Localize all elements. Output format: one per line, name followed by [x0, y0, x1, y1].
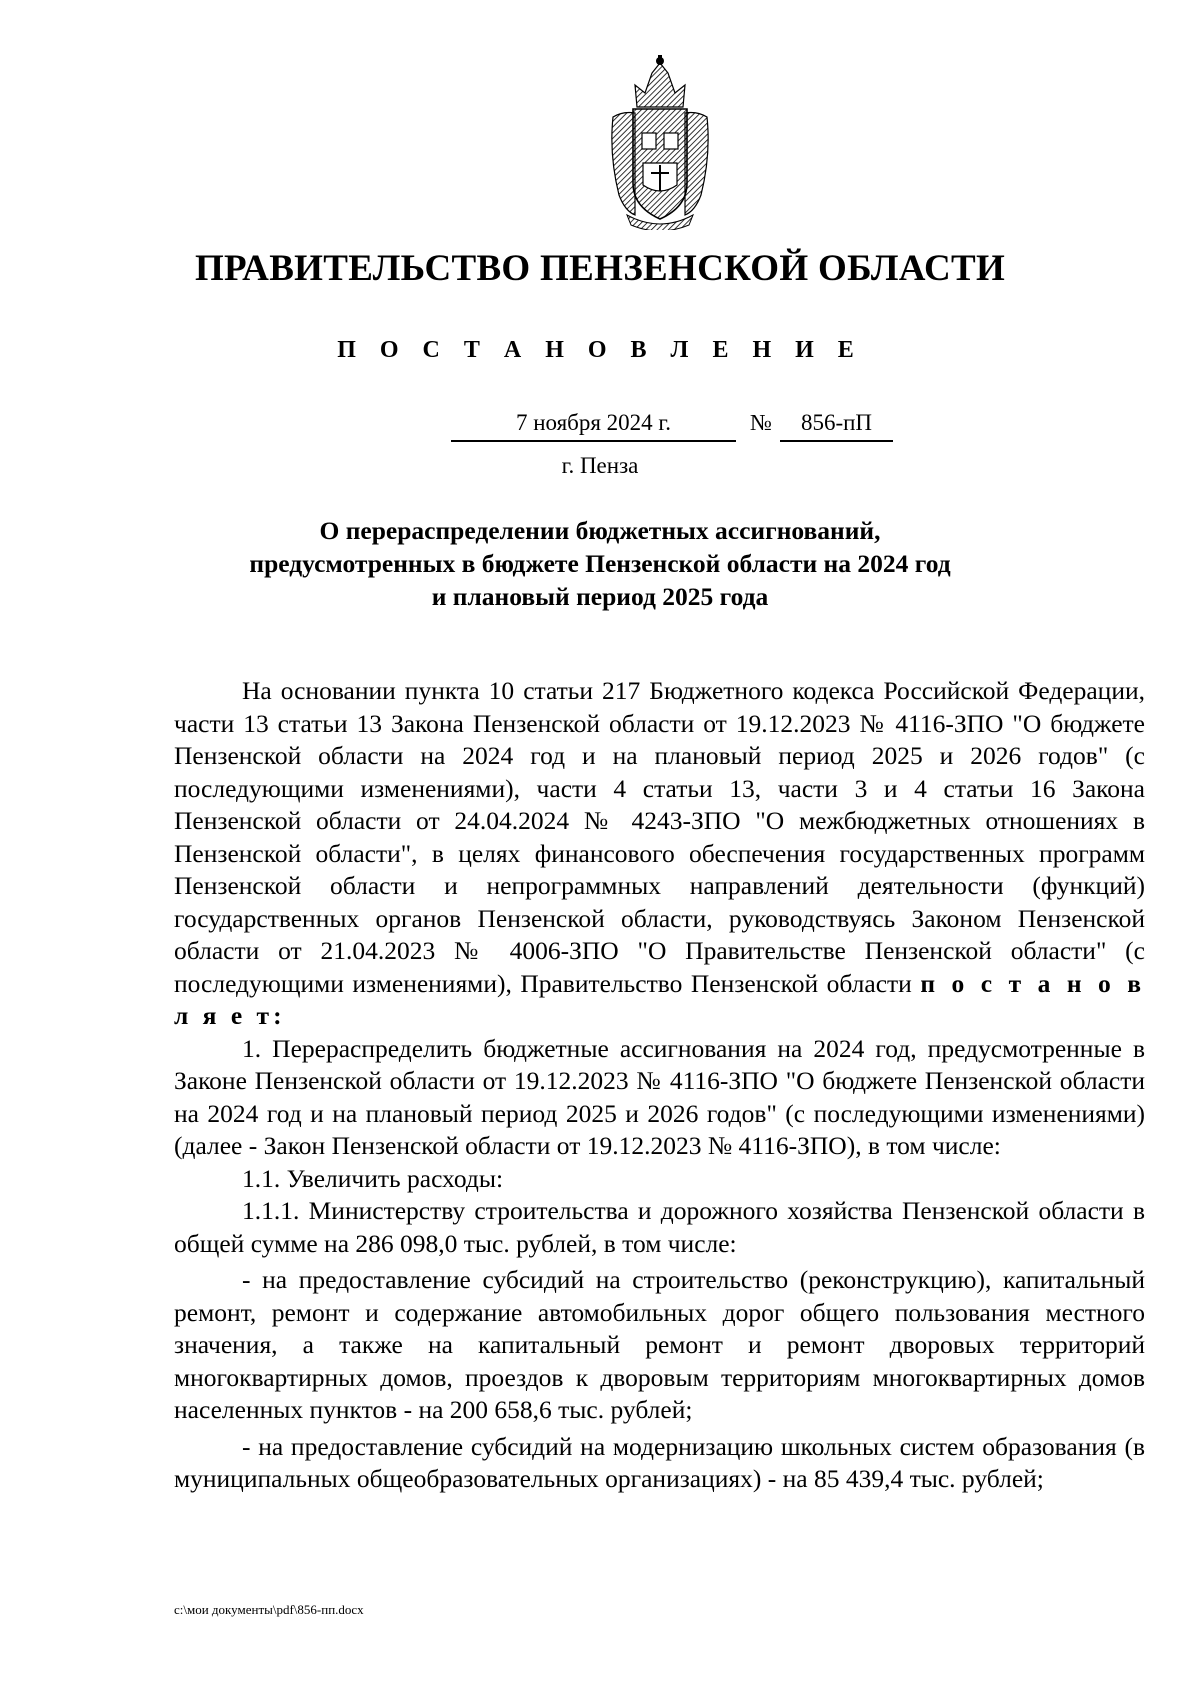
paragraph-1-1-1: 1.1.1. Министерству строительства и дорожного хозяйства Пензенской области в общей сумме на 286 098,0 тыс. рублей, в том числе:: [174, 1196, 1145, 1258]
paragraph-1-1: 1.1. Увеличить расходы:: [242, 1163, 504, 1193]
decree-body: [174, 675, 1145, 1496]
government-title: ПРАВИТЕЛЬСТВО ПЕНЗЕНСКОЙ ОБЛАСТИ: [194, 248, 1006, 289]
preamble-paragraph: [174, 675, 1145, 1033]
list-item-schools-subsidy: - на предоставление субсидий на модернизацию школьных систем образования (в муниципальных общеобразовательных организациях) - на 85 439,4 тыс. рублей;: [174, 1431, 1145, 1493]
list-item-roads-subsidy: - на предоставление субсидий на строительство (реконструкцию), капитальный ремонт, ремонт и содержание автомобильных дорог общего пользования местного значения, а также на капитальный ремонт и ремонт дворовых территорий многоквартирных домов, проездов к дворовым территориям многоквартирных домов населенных пунктов - на 200 658,6 тыс. рублей;: [174, 1265, 1145, 1424]
subject-line-3: и плановый период 2025 года: [431, 582, 769, 611]
decree-subject: [150, 514, 1050, 613]
decree-number: 856-пП: [780, 410, 893, 442]
file-path-footer: c:\мои документы\pdf\856-пп.docx: [174, 1602, 364, 1617]
decree-word: п о с т а н о в л я е т:: [174, 968, 1146, 1030]
preamble-text: На основании пункта 10 статьи 217 Бюджетного кодекса Российской Федерации, части 13 статьи 13 Закона Пензенской области от 19.12.2023 № 4116-ЗПО "О бюджете Пензенской области на 2024 год и на плановый период 2025 и 2026 годов" (с последующими изменениями), части 4 статьи 13, части 3 и 4 статьи 16 Закона Пензенской области от 24.04.2024 № 4243-ЗПО "О межбюджетных отношениях в Пензенской области", в целях финансового обеспечения государственных программ Пензенской области и непрограммных направлений деятельности (функций) государственных органов Пензенской области, руководствуясь Законом Пензенской области от 21.04.2023 № 4006-ЗПО "О Правительстве Пензенской области" (с последующими изменениями), Правительство Пензенской области: [174, 676, 1145, 998]
city: г. Пенза: [561, 453, 639, 478]
paragraph-1: 1. Перераспределить бюджетные ассигнования на 2024 год, предусмотренные в Законе Пензенской области от 19.12.2023 № 4116-ЗПО "О бюджете Пензенской области на 2024 год и на плановый период 2025 и 2026 годов" (с последующими изменениями) (далее - Закон Пензенской области от 19.12.2023 № 4116-ЗПО), в том числе:: [174, 1033, 1145, 1160]
document-type: П О С Т А Н О В Л Е Н И Е: [337, 337, 863, 363]
subject-line-1: О перераспределении бюджетных ассигнований,: [319, 516, 881, 545]
decree-date: 7 ноября 2024 г.: [451, 410, 736, 442]
subject-line-2: предусмотренных в бюджете Пензенской области на 2024 год: [249, 549, 951, 578]
number-sign: №: [750, 410, 772, 435]
coat-of-arms-emblem: [605, 55, 715, 230]
